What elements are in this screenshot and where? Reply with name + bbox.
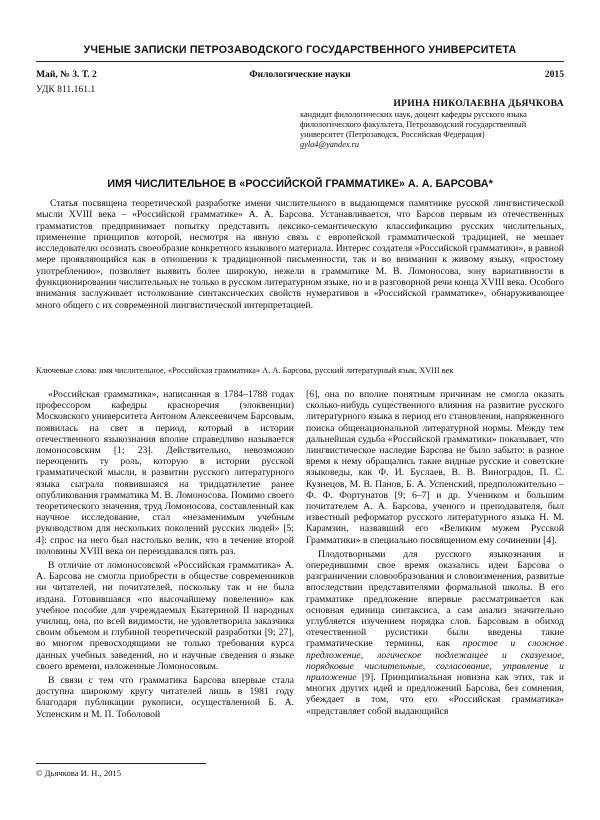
udk-code: УДК 811.161.1	[36, 84, 96, 95]
issue-year: 2015	[544, 69, 564, 80]
paragraph: В связи с тем что грамматика Барсова впервые стала доступна широкому кругу читателей лишь в 1981 году благодаря публикации рукописи, осуществленной Б. А. Успенским и М. П. Тоболовой	[36, 675, 294, 720]
author-affiliation	[300, 110, 564, 150]
term-list: простое и сложное предложение, логическое подлежащее и сказуемое, порядковые числительные, согласование, управление и приложение	[306, 638, 564, 684]
author-name: ИРИНА НИКОЛАЕВНА ДЬЯЧКОВА	[393, 98, 564, 109]
paragraph-text: [9]. Принципиальная новизна как этих, так и многих других идей и предложений Барсова, без сомнения, убеждает в том, что его «Российская грамматика» «представляет собой выдающийся	[306, 672, 565, 717]
paragraph	[306, 549, 564, 717]
abstract-text: Статья посвящена теоретической разработке имени числительного в выдающемся памятнике русской лингвистической мысли XVIII века – «Российской грамматике» А. А. Барсова. Устанавливается, что Барсов первым из отечественных грамматистов предпринимает попытку представить лексико-семантическую классификацию русских числительных, применение принципов которой, несмотря на явную связь с европейской грамматической традицией, не мешает исследователю осознать своеобразие конкретного языкового материала. Интерес создателя «Российской грамматики», в равной мере проявляющийся как в отношении к традиционной письменности, так и во внимании к живому языку, «простому употреблению», позволяет выявить более широкую, нежели в грамматике М. В. Ломоносова, зону вариативности в функционировании числительных не только в русском литературном языке, но и в разговорной речи конца XVIII века. Особого внимания заслуживает истолкование синтаксических свойств нумеративов в «Российской грамматике», обнаруживающее много общего с их современной лингвистической интерпретацией.	[36, 198, 564, 311]
section-name: Филологические науки	[249, 69, 351, 80]
author-email: gyla4@yandex.ru	[300, 140, 360, 149]
header-divider	[36, 61, 564, 62]
article-title: ИМЯ ЧИСЛИТЕЛЬНОЕ В «РОССИЙСКОЙ ГРАММАТИКЕ» А. А. БАРСОВА*	[107, 178, 493, 190]
paragraph: «Российская грамматика», написанная в 1784–1788 годах профессором кафедры красноречия (элоквенции) Московского университета Антоном Алексеевичем Барсовым, появилась на свет в период, который в истории отечественного языкознания вполне справедливо называется ломоносовским [1; 23]. Действительно, невозможно переоценить ту роль, которую в истории русской грамматической мысли, в развитии русского литературного языка сыграла появившаяся на тридцатилетие ранее опубликования грамматика М. В. Ломоносова. Помимо своего теоретического значения, труд Ломоносова, составленный как научное исследование, стал «незаменимым учебным руководством для нескольких поколений русских людей» [5; 4]: спрос на него был настолько велик, что в течение второй половины XVIII века он переиздавался пять раз.	[36, 389, 294, 557]
body-right-column	[306, 389, 564, 720]
keywords: Ключевые слова: имя числительное, «Российская грамматика» А. А. Барсова, русский литературный язык, XVIII век	[36, 366, 454, 375]
issue-number: Май, № 3. Т. 2	[36, 69, 97, 80]
footnote-divider	[36, 763, 206, 764]
paragraph-text: Плодотворными для русского языкознания и опередившими свое время оказались идеи Барсова о разграничении словообразования и словоизменения, развитые впоследствии представителями формальной школы. В его грамматике предложение впервые рассматривается как основная единица синтаксиса, а сам анализ значительно углубляется изучением порядка слов. Барсовым в обиход отечественной русистики были введены такие грамматические термины, как	[306, 548, 564, 650]
body-left-column	[36, 389, 294, 723]
abstract	[36, 198, 564, 311]
paragraph: [6], она по вполне понятным причинам не смогла оказать сколько-нибудь существенного влияния на развитие русского литературного языка в период его становления, напряженного поиска общенациональной литературной нормы. Между тем дальнейшая судьба «Российской грамматики» показывает, что лингвистическое наследие Барсова не было забыто: в разное время к нему обращались такие видные русские и советские языковеды, как Ф. И. Буслаев, В. В. Виноградов, П. С. Кузнецов, М. В. Панов, Б. А. Успенский, предположительно – Ф. Ф. Фортунатов [9; 6–7] и др. Учеником и большим почитателем А. А. Барсова, ученого и преподавателя, был известный реформатор русского литературного языка Н. М. Карамзин, назвавший его «Великим мужем Русской Грамматики» в специально посвященном ему сочинении [4].	[306, 389, 564, 546]
affiliation-text: кандидат филологических наук, доцент кафедры русского языка филологического факультета, Петрозаводский государственный университет (Петрозаводск, Российская Федерация)	[300, 110, 527, 139]
journal-title: УЧЕНЫЕ ЗАПИСКИ ПЕТРОЗАВОДСКОГО ГОСУДАРСТВЕННОГО УНИВЕРСИТЕТА	[83, 44, 517, 56]
paragraph: В отличие от ломоносовской «Российская грамматика» А. А. Барсова не смогла приобрести в обществе современников ни читателей, ни почитателей, поскольку так и не была издана. Готовившаяся «по высочайшему повелению» как учебное пособие для учреждаемых Екатериной II народных училищ, она, по всей видимости, не удовлетворила заказчика своим объемом и глубиной теоретической разработки [9; 27], во многом превосходящими не только требования курса данных учебных заведений, но и научные сведения о языке своего времени, изложенные Ломоносовым.	[36, 560, 294, 672]
copyright: © Дьячкова И. Н., 2015	[36, 768, 122, 778]
